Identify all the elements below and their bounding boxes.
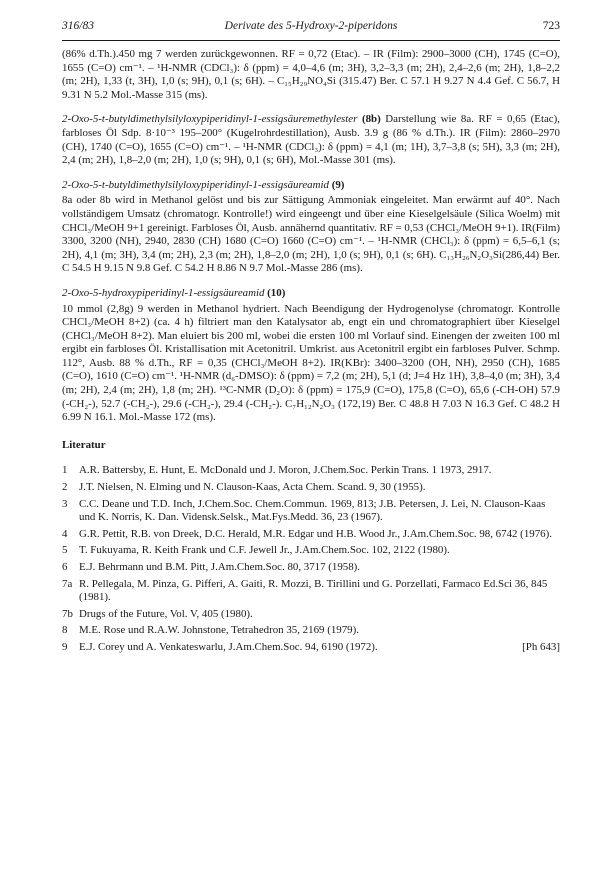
paragraph-9 <box>62 194 560 276</box>
reference-text: C.C. Deane und T.D. Inch, J.Chem.Soc. Chem.Commun. 1969, 813; J.B. Petersen, J. Lei, N. Clauson-Kaas und K. Norris, K. Dan. Vidensk.Selsk., Mat.Fys.Medd. 36, 23 (1967). <box>79 497 546 524</box>
compound-name: 2-Oxo-5-t-butyldimethylsilyloxypiperidinyl-1-essigsäureamid <box>62 178 329 191</box>
compound-name: 2-Oxo-5-t-butyldimethylsilyloxypiperidinyl-1-essigsäuremethylester <box>62 113 358 126</box>
reference-number: 6 <box>62 561 68 573</box>
reference-text: R. Pellegala, M. Pinza, G. Pifferi, A. Gaiti, R. Mozzi, B. Tirillini und G. Porzellati, Farmaco Ed.Sci 36, 845 (1981). <box>79 577 548 604</box>
reference-list <box>62 464 560 654</box>
reference-number: 9 <box>62 640 68 653</box>
compound-name: 2-Oxo-5-hydroxypiperidinyl-1-essigsäureamid <box>62 286 265 299</box>
reference-item <box>62 608 560 622</box>
paragraph-text: 10 mmol (2,8g) 9 werden in Methanol hydriert. Nach Beendigung der Hydrogenolyse (chromatogr. Kontrolle CHCl₃/MeOH 8+2) (ca. 4 h) filtriert man den Katalysator ab, engt ein und chromatographiert über Kieselgel (CHCl₃/MeOH 8+2). Man eluiert bis 200 ml, wobei die ersten 100 ml Vorlauf sind. Einengen der zweiten 100 ml ergibt ein farbloses Öl. Kristallisation mit Acetonitril. Umkrist. aus Acetonitril ergibt ein farbloses Pulver. Schmp. 112°, Ausb. 88 % d.Th., RF = 0,35 (CHCl₃/MeOH 8+2). IR(KBr): 3400–3200 (OH, NH), 2950 (CH), 1685 (C=O), 1610 (C=O) cm⁻¹. ¹H-NMR (d₆-DMSO): δ (ppm) = 7,2 (m; 2H), 5,1 (d; J=4 Hz 1H), 3,8–4,0 (m; 3H), 3,4 (m; 2H), 2,4 (m; 2H), 1,8 (m; 2H). ¹³C-NMR (D₂O): δ (ppm) = 175,9 (C=O), 175,8 (C=O), 65,6 (-CH-OH) 57.9 (-CH₂-), 52.7 (-CH₂-), 29.6 (-CH₂-), 29.4 (-CH₂-). C₇H₁₂N₂O₃ (172,19) Ber. C 48.8 H 7.03 N 16.3 Gef. C 48.2 H 6.99 N 16.1. Mol.-Masse 172 (ms). <box>62 302 560 424</box>
reference-item <box>62 578 560 605</box>
paragraph-text: (86% d.Th.).450 mg 7 werden zurückgewonnen. RF = 0,72 (Etac). – IR (Film): 2900–3000 (CH), 1745 (C=O), 1655 (C=O) cm⁻¹. – ¹H-NMR (CDCl₃): δ (ppm) = 4,0–4,6 (m; 3H), 3,2–3,3 (m; 2H), 2,4–2,6 (m; 2H), 1,8–2,2 (m; 2H), 1,33 (t, 3H), 1,0 (s; 9H), 0,1 (s; 6H). – C₁₅H₂₉NO₄Si (315.47) Ber. C 57.1 H 9.27 N 4.4 Gef. C 56.7, H 9.31 N 5.2 Mol.-Masse 315 (ms). <box>62 48 560 101</box>
running-header <box>62 20 560 38</box>
article-body <box>62 48 560 658</box>
reference-number: 4 <box>62 527 68 540</box>
compound-number: (9) <box>331 178 345 191</box>
paragraph-8b <box>62 113 560 167</box>
header-title: Derivate des 5-Hydroxy-2-piperidons <box>224 20 398 32</box>
reference-text: J.T. Nielsen, N. Elming und N. Clauson-Kaas, Acta Chem. Scand. 9, 30 (1955). <box>79 481 426 494</box>
header-left-code: 316/83 <box>62 20 94 32</box>
compound-number: (8b) <box>361 113 381 126</box>
paragraph-8a-data <box>62 48 560 102</box>
literature-heading: Literatur <box>62 438 106 451</box>
reference-number: 8 <box>62 624 68 637</box>
reference-text: Drugs of the Future, Vol. V, 405 (1980). <box>79 607 253 620</box>
reference-number: 1 <box>62 464 68 477</box>
reference-item <box>62 624 560 638</box>
reference-item <box>62 464 560 478</box>
section-heading-9 <box>62 179 560 193</box>
reference-text: E.J. Behrmann und B.M. Pitt, J.Am.Chem.Soc. 80, 3717 (1958). <box>79 561 361 573</box>
header-rule <box>62 40 560 41</box>
reference-number: 5 <box>62 544 68 557</box>
paragraph-10 <box>62 303 560 425</box>
reference-text: T. Fukuyama, R. Keith Frank und C.F. Jewell Jr., J.Am.Chem.Soc. 102, 2122 (1980). <box>79 544 450 557</box>
section-heading-10 <box>62 287 560 301</box>
reference-item <box>62 498 560 525</box>
reference-text: G.R. Pettit, R.B. von Dreek, D.C. Herald, M.R. Edgar und H.B. Wood Jr., J.Am.Chem.Soc. 98, 6742 (1976). <box>79 527 552 540</box>
reference-number: 7b <box>62 607 73 620</box>
reference-item <box>62 561 560 575</box>
reference-item <box>62 528 560 542</box>
reference-text: E.J. Corey und A. Venkateswarlu, J.Am.Chem.Soc. 94, 6190 (1972). <box>79 640 378 653</box>
compound-number: (10) <box>267 286 286 299</box>
reference-item <box>62 544 560 558</box>
reference-item <box>62 641 560 655</box>
reference-text: M.E. Rose und R.A.W. Johnstone, Tetrahedron 35, 2169 (1979). <box>79 624 359 637</box>
page-number: 723 <box>542 20 560 32</box>
paragraph-text: 8a oder 8b wird in Methanol gelöst und bis zur Sättigung Ammoniak eingeleitet. Man erwärmt auf 40°. Nach vollständigem Umsatz (chromatogr. Kontrolle!) wird eingeengt und über eine Kieselgelsäule (Silica Woelm) mit CHCl₃/MeOH 9+1 gereinigt. Farbloses Öl, Ausb. annähernd quantitativ. RF = 0,53 (CHCl₃/MeOH 9+1). IR(Film) 3300, 3200 (NH), 2940, 2830 (CH) 1680 (C=O) 1660 (C=O) cm⁻¹. – ¹H-NMR (CHCl₃): δ (ppm) = 6,5–6,1 (s; 2H), 4,1 (m; 3H), 3,4 (m; 2H), 2,3 (m; 2H), 1,8–2,0 (m; 2H), 1,0 (s; 9H), 0,1 (s; 6H). C₁₃H₂₆N₂O₃Si(286,44) Ber. C 54.5 H 9.15 N 9.8 Gef. C 54.2 H 8.86 N 9.7 Mol.-Masse 286 (ms). <box>62 194 560 275</box>
manuscript-tag: [Ph 643] <box>522 640 560 653</box>
reference-item <box>62 481 560 495</box>
reference-number: 3 <box>62 497 68 510</box>
reference-text: A.R. Battersby, E. Hunt, E. McDonald und J. Moron, J.Chem.Soc. Perkin Trans. 1 1973, 2917. <box>79 464 492 477</box>
reference-number: 7a <box>62 577 73 590</box>
paragraph-text: Darstellung wie 8a. RF = 0,65 (Etac), farbloses Öl Sdp. 8·10⁻³ 195–200° (Kugelrohrdestillation), Ausb. 3.9 g (86 % d.Th.). IR (Film): 2860–2970 (CH), 1740 (C=O), 1655 (C=O) cm⁻¹. – ¹H-NMR (CDCl₃): δ (ppm) = 4,1 (m; 1H), 3,7–3,8 (s; 5H), 3,3 (m; 2H), 2,4 (m; 2H), 1,8–2,0 (m; 2H), 1,0 (s; 9H), 0,1 (s; 6H), Mol.-Masse 301 (ms). <box>62 113 560 167</box>
reference-number: 2 <box>62 481 68 494</box>
